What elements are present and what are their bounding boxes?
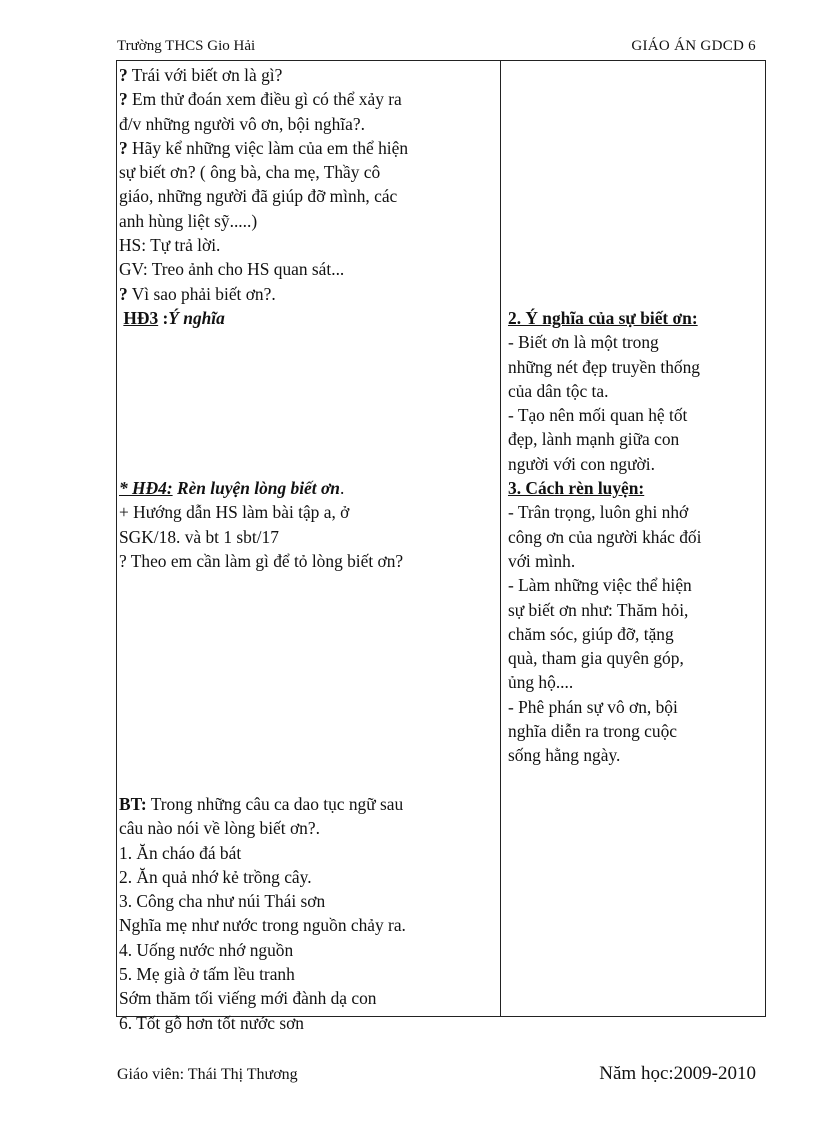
proverb-item: 6. Tốt gỗ hơn tốt nước sơn — [119, 1012, 304, 1033]
proverb-item: Sớm thăm tối viếng mới đành dạ con — [119, 988, 377, 1009]
practice-line: quà, tham gia quyên góp, — [508, 648, 684, 669]
question-line: ? Theo em cần làm gì để tỏ lòng biết ơn? — [119, 550, 404, 571]
text-line: sự biết ơn? ( ông bà, cha mẹ, Thầy cô — [119, 162, 381, 183]
proverb-item: 3. Công cha như núi Thái sơn — [119, 891, 326, 912]
proverb-item: 1. Ăn cháo đá bát — [119, 842, 242, 863]
text-line: anh hùng liệt sỹ.....) — [119, 210, 258, 231]
proverb-item: Nghĩa mẹ như nước trong nguồn chảy ra. — [119, 915, 406, 936]
text-line: + Hướng dẫn HS làm bài tập a, ở — [119, 502, 350, 523]
school-name: Trường THCS Gio Hải — [117, 38, 256, 54]
meaning-line: của dân tộc ta. — [508, 380, 609, 401]
column-divider — [500, 61, 501, 1016]
question-line: ? Em thử đoán xem điều gì có thể xảy ra — [119, 89, 402, 110]
lesson-table — [116, 60, 766, 1033]
practice-line: nghĩa diễn ra trong cuộc — [508, 721, 678, 742]
meaning-line: đẹp, lành mạnh giữa con — [508, 429, 680, 450]
content-column — [508, 63, 764, 768]
meaning-line: - Biết ơn là một trong — [508, 332, 659, 353]
activities-column — [119, 63, 497, 1035]
text-line: đ/v những người vô ơn, bội nghĩa?. — [119, 113, 365, 134]
student-answer-line: HS: Tự trả lời. — [119, 235, 221, 256]
teacher-name: Giáo viên: Thái Thị Thương — [117, 1066, 298, 1083]
text-line: giáo, những người đã giúp đỡ mình, các — [119, 186, 398, 207]
exercise-heading: BT: Trong những câu ca dao tục ngữ sau — [119, 793, 404, 814]
proverb-item: 4. Uống nước nhớ nguồn — [119, 939, 294, 960]
question-line: ? Vì sao phải biết ơn?. — [119, 283, 276, 304]
meaning-line: - Tạo nên mối quan hệ tốt — [508, 405, 688, 426]
question-line: ? Trái với biết ơn là gì? — [119, 65, 283, 85]
school-year: Năm học:2009-2010 — [599, 1063, 756, 1084]
document-subject: GIÁO ÁN GDCD 6 — [631, 38, 756, 54]
page-header — [117, 38, 756, 60]
practice-line: sự biết ơn như: Thăm hỏi, — [508, 599, 689, 620]
section-3-title: 3. Cách rèn luyện: — [508, 478, 645, 499]
activity-4-heading: * HĐ4: Rèn luyện lòng biết ơn. — [119, 478, 345, 499]
proverb-item: 5. Mẹ già ở tấm lều tranh — [119, 963, 295, 984]
practice-line: - Phê phán sự vô ơn, bội — [508, 696, 678, 717]
activity-3-heading: HĐ3 :Ý nghĩa — [123, 307, 225, 328]
proverb-item: 2. Ăn quả nhớ kẻ trồng cây. — [119, 866, 312, 887]
practice-line: với mình. — [508, 550, 576, 571]
text-line: SGK/18. và bt 1 sbt/17 — [119, 526, 279, 547]
text-line: câu nào nói về lòng biết ơn?. — [119, 818, 320, 839]
teacher-action-line: GV: Treo ảnh cho HS quan sát... — [119, 259, 345, 280]
section-2-title: 2. Ý nghĩa của sự biết ơn: — [508, 307, 698, 328]
meaning-line: người với con người. — [508, 453, 655, 474]
practice-line: công ơn của người khác đối — [508, 526, 702, 547]
practice-line: chăm sóc, giúp đỡ, tặng — [508, 623, 674, 644]
practice-line: ủng hộ.... — [508, 672, 574, 693]
practice-line: - Trân trọng, luôn ghi nhớ — [508, 502, 689, 523]
question-line: ? Hãy kể những việc làm của em thể hiện — [119, 137, 409, 158]
practice-line: - Làm những việc thể hiện — [508, 575, 692, 596]
practice-line: sống hằng ngày. — [508, 745, 621, 766]
meaning-line: những nét đẹp truyền thống — [508, 356, 700, 377]
